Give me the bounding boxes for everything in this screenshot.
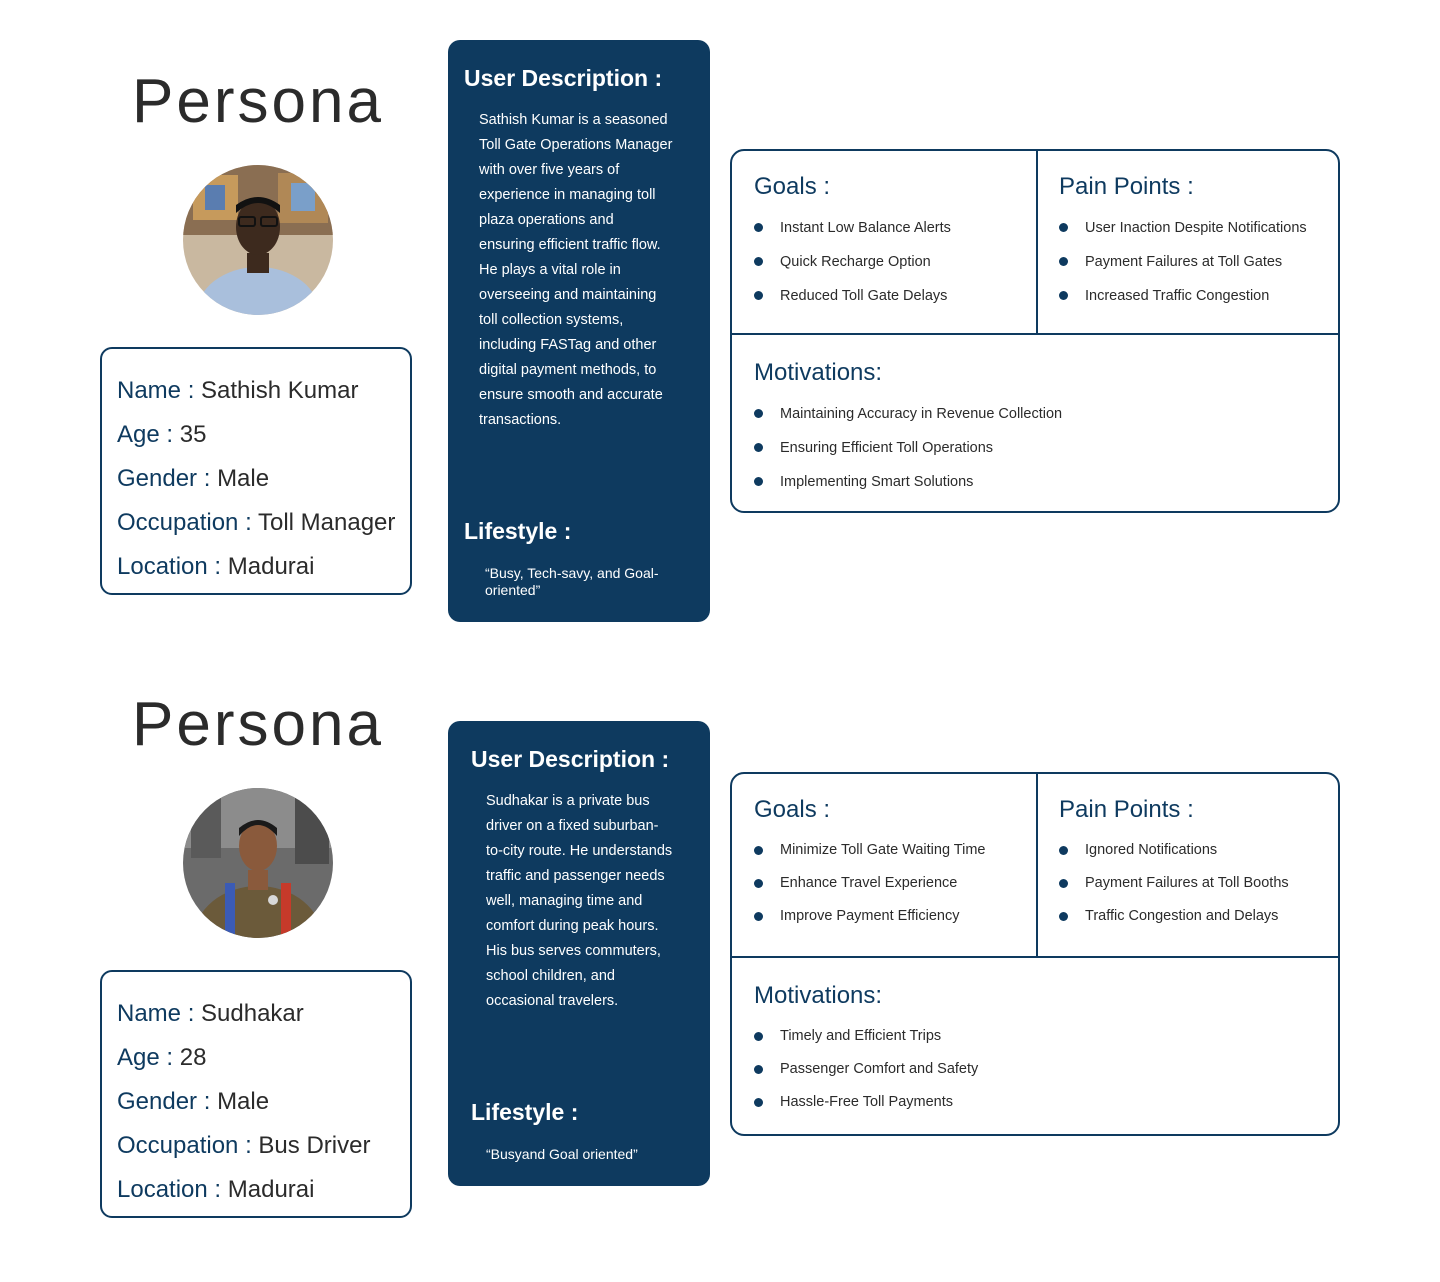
lifestyle-heading: Lifestyle : (471, 1099, 579, 1125)
goals-pain-motivations-card (730, 772, 1340, 1136)
bullet-icon (754, 257, 763, 266)
persona-section-1 (0, 0, 1440, 620)
person-portrait-icon (183, 788, 333, 938)
user-description-card (448, 40, 710, 622)
goals-section (754, 796, 985, 933)
list-item: Enhance Travel Experience (754, 867, 985, 900)
info-row-age: Age : 35 (117, 421, 207, 448)
info-row-name: Name : Sathish Kumar (117, 377, 359, 404)
lifestyle-text: “Busyand Goal oriented” (486, 1146, 638, 1162)
bullet-icon (1059, 257, 1068, 266)
info-row-gender: Gender : Male (117, 1088, 270, 1115)
list-item: Minimize Toll Gate Waiting Time (754, 834, 985, 867)
user-description-heading: User Description : (464, 65, 663, 91)
bullet-icon (754, 223, 763, 232)
lifestyle-heading: Lifestyle : (464, 518, 572, 544)
bullet-icon (754, 477, 763, 486)
bullet-icon (754, 846, 763, 855)
user-description-card (448, 721, 710, 1186)
user-description-heading: User Description : (471, 746, 670, 772)
pain-points-section (1059, 796, 1289, 933)
divider (1036, 774, 1038, 958)
list-item: Quick Recharge Option (754, 245, 951, 279)
bullet-icon (754, 291, 763, 300)
list-item: Payment Failures at Toll Gates (1059, 245, 1307, 279)
info-row-location: Location : Madurai (117, 553, 315, 580)
list-item: Reduced Toll Gate Delays (754, 279, 951, 313)
info-row-location: Location : Madurai (117, 1176, 315, 1203)
pain-points-heading: Pain Points : (1059, 173, 1194, 200)
bullet-icon (1059, 291, 1068, 300)
goals-pain-motivations-card (730, 149, 1340, 513)
bullet-icon (754, 1065, 763, 1074)
list-item: Passenger Comfort and Safety (754, 1053, 978, 1086)
persona-title: Persona (132, 690, 384, 759)
info-row-name: Name : Sudhakar (117, 1000, 304, 1027)
motivations-heading: Motivations: (754, 982, 883, 1009)
divider (1036, 151, 1038, 335)
bullet-icon (754, 409, 763, 418)
list-item: Ignored Notifications (1059, 834, 1289, 867)
pain-points-heading: Pain Points : (1059, 796, 1194, 823)
info-row-gender: Gender : Male (117, 465, 270, 492)
divider (732, 956, 1338, 958)
bullet-icon (1059, 846, 1068, 855)
info-row-age: Age : 28 (117, 1044, 207, 1071)
motivations-section (754, 982, 978, 1119)
list-item: Hassle-Free Toll Payments (754, 1086, 978, 1119)
list-item: Implementing Smart Solutions (754, 465, 1062, 499)
persona-info-card (100, 347, 412, 595)
goals-section (754, 173, 951, 313)
motivations-section (754, 359, 1062, 499)
info-row-occupation: Occupation : Bus Driver (117, 1132, 371, 1159)
motivations-heading: Motivations: (754, 359, 883, 386)
bullet-icon (1059, 879, 1068, 888)
list-item: Timely and Efficient Trips (754, 1020, 978, 1053)
bullet-icon (754, 1098, 763, 1107)
list-item: Payment Failures at Toll Booths (1059, 867, 1289, 900)
persona-section-2 (0, 623, 1440, 1243)
info-row-occupation: Occupation : Toll Manager (117, 509, 396, 536)
persona-info-card (100, 970, 412, 1218)
bullet-icon (754, 912, 763, 921)
user-description-text: Sudhakar is a private bus driver on a fixed suburban- to-city route. He understands traffic and passenger needs well, managing time and comfort during peak hours. His bus serves commuters, school children, and occasional travelers. (486, 793, 673, 1009)
avatar-photo (183, 165, 333, 315)
list-item: User Inaction Despite Notifications (1059, 211, 1307, 245)
avatar-photo (183, 788, 333, 938)
goals-heading: Goals : (754, 796, 831, 823)
list-item: Increased Traffic Congestion (1059, 279, 1307, 313)
user-description-text: Sathish Kumar is a seasoned Toll Gate Operations Manager with over five years of experience in managing toll plaza operations and ensuring efficient traffic flow. He plays a vital role in overseeing and maintaining toll collection systems, including FASTag and other digital payment methods, to ensure smooth and accurate transactions. (479, 112, 673, 428)
lifestyle-text: “Busy, Tech-savy, and Goal- oriented” (485, 565, 659, 598)
persona-title: Persona (132, 67, 384, 136)
goals-heading: Goals : (754, 173, 831, 200)
list-item: Traffic Congestion and Delays (1059, 900, 1289, 933)
pain-points-section (1059, 173, 1307, 313)
bullet-icon (1059, 912, 1068, 921)
bullet-icon (754, 879, 763, 888)
divider (732, 333, 1338, 335)
bullet-icon (754, 443, 763, 452)
person-portrait-icon (183, 165, 333, 315)
bullet-icon (754, 1032, 763, 1041)
list-item: Maintaining Accuracy in Revenue Collection (754, 397, 1062, 431)
list-item: Improve Payment Efficiency (754, 900, 985, 933)
list-item: Instant Low Balance Alerts (754, 211, 951, 245)
list-item: Ensuring Efficient Toll Operations (754, 431, 1062, 465)
bullet-icon (1059, 223, 1068, 232)
